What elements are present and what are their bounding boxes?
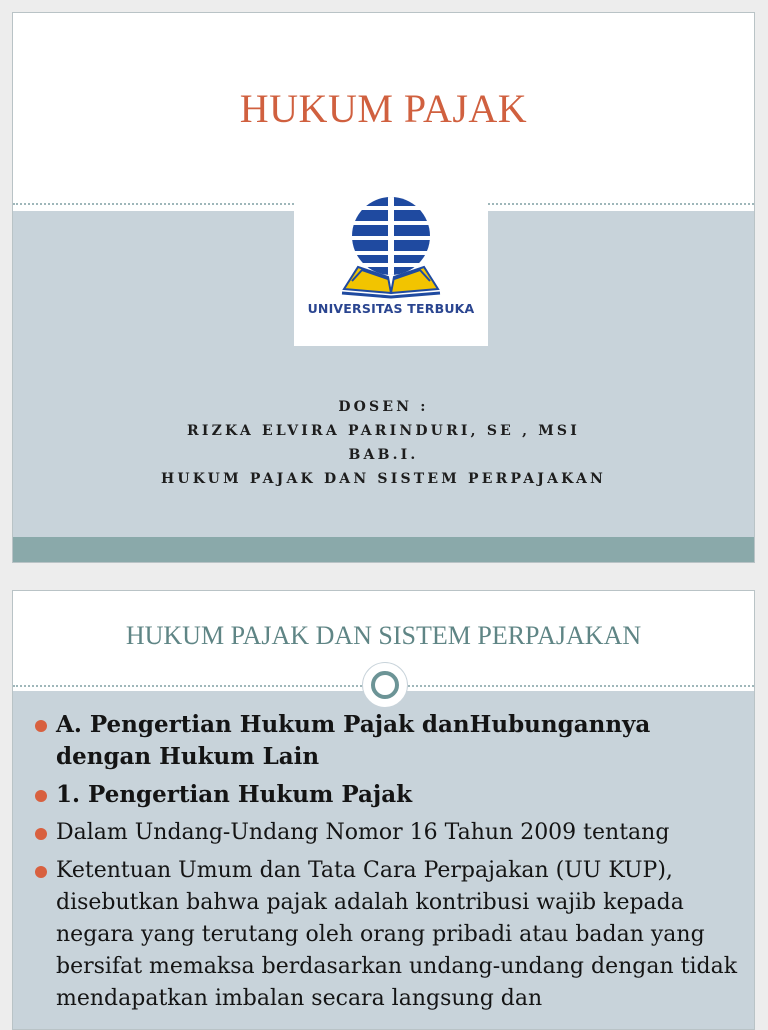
- bullet-text: 1. Pengertian Hukum Pajak: [56, 781, 413, 808]
- content-slide: [12, 590, 755, 1030]
- list-item: [33, 709, 753, 773]
- list-item: [33, 779, 753, 811]
- bullet-text: Dalam Undang-Undang Nomor 16 Tahun 2009 tentang: [56, 820, 670, 845]
- slide-title: HUKUM PAJAK: [239, 86, 528, 131]
- lecturer-info: [13, 395, 754, 491]
- bullet-text: A. Pengertian Hukum Pajak danHubungannya dengan Hukum Lain: [56, 711, 651, 770]
- university-logo: [294, 189, 488, 346]
- bullet-icon: [35, 866, 47, 878]
- bullet-icon: [35, 790, 47, 802]
- logo-caption: UNIVERSITAS TERBUKA: [307, 301, 475, 316]
- info-line: DOSEN :: [338, 399, 429, 415]
- bullet-icon: [35, 720, 47, 732]
- list-item: [33, 855, 753, 1015]
- globe-book-logo-icon: [338, 197, 444, 301]
- ring-ornament-icon: [363, 663, 407, 707]
- info-line: RIZKA ELVIRA PARINDURI, SE , MSI: [187, 423, 580, 439]
- slide-title: HUKUM PAJAK DAN SISTEM PERPAJAKAN: [125, 621, 642, 650]
- bullet-icon: [35, 828, 47, 840]
- info-line: HUKUM PAJAK DAN SISTEM PERPAJAKAN: [160, 471, 607, 487]
- bullet-list: [33, 709, 753, 1021]
- title-slide: [12, 12, 755, 563]
- footer-bar: [13, 537, 754, 563]
- info-line: BAB.I.: [348, 447, 419, 463]
- bullet-text: Ketentuan Umum dan Tata Cara Perpajakan (UU KUP), disebutkan bahwa pajak adalah kontribusi wajib kepada negara yang terutang oleh orang pribadi atau badan yang bersifat memaksa berdasarkan undang-undang dengan tidak mendapatkan imbalan secara langsung dan: [56, 858, 738, 1011]
- list-item: [33, 817, 753, 849]
